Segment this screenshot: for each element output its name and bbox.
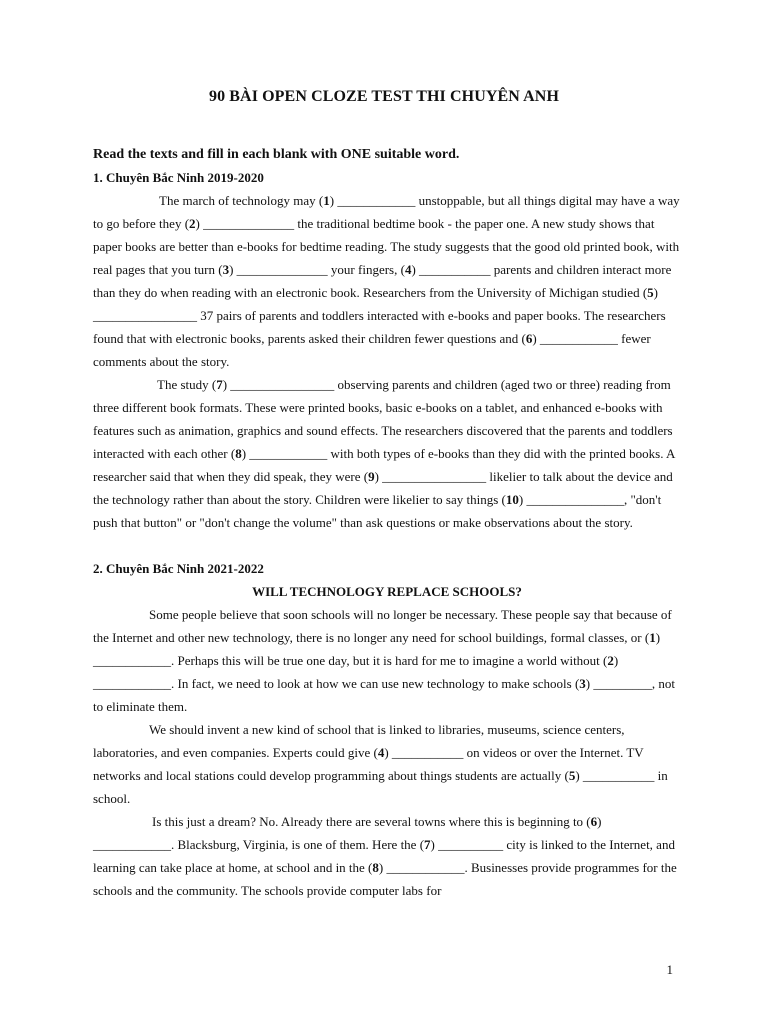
paragraph-text: ) ____________. In fact, we need to look at how we can use new technology to make schools ( [93, 653, 619, 691]
paragraph-text: ) ____________ fewer comments about the story. [93, 331, 651, 369]
blank-number: 4 [404, 262, 412, 277]
blank-number: 2 [607, 653, 614, 668]
paragraph-text: ) ____________ with both types of e-books than they did with the printed books. A researcher said that when they did speak, they were ( [93, 446, 675, 484]
paragraph-text: ) _________, not to eliminate them. [93, 676, 675, 714]
section-heading: 1. Chuyên Bắc Ninh 2019-2020 [93, 170, 264, 185]
sections-container [93, 166, 681, 902]
passage-paragraph [93, 189, 681, 373]
paragraph-text: ) ____________ unstoppable, but all things digital may have a way to go before they ( [93, 193, 680, 231]
paragraph-text: ) ____________. Perhaps this will be true one day, but it is hard for me to imagine a world without ( [93, 630, 661, 668]
blank-number: 5 [647, 285, 654, 300]
paragraph-text: ) ____________. Businesses provide programmes for the schools and the community. The schools provide computer labs for [93, 860, 677, 898]
paragraph-text: Is this just a dream? No. Already there are several towns where this is beginning to ( [152, 814, 591, 829]
paragraph-text: ) ___________ parents and children interact more than they do when reading with an electronic book. Researchers from the University of Michigan studied ( [93, 262, 672, 300]
blank-number: 1 [649, 630, 656, 645]
paragraph-text: ) ___________ in school. [93, 768, 668, 806]
blank-number: 9 [368, 469, 375, 484]
blank-number: 4 [377, 745, 385, 760]
blank-number: 3 [579, 676, 586, 691]
section-heading: 2. Chuyên Bắc Ninh 2021-2022 [93, 561, 264, 576]
passage-paragraph [93, 718, 681, 810]
blank-number: 10 [505, 492, 519, 507]
blank-number: 7 [424, 837, 431, 852]
paragraph-text: We should invent a new kind of school that is linked to libraries, museums, science centers, laboratories, and even companies. Experts could give ( [93, 722, 625, 760]
paragraph-text: ) __________ city is linked to the Internet, and learning can take place at home, at school and in the ( [93, 837, 675, 875]
blank-number: 8 [235, 446, 242, 461]
page-number: 1 [666, 962, 673, 977]
passage-title: WILL TECHNOLOGY REPLACE SCHOOLS? [252, 584, 522, 599]
paragraph-text: ) ________________ 37 pairs of parents and toddlers interacted with e-books and paper books. The researchers found that with electronic books, parents asked their children fewer questions and ( [93, 285, 666, 346]
page-title: 90 BÀI OPEN CLOZE TEST THI CHUYÊN ANH [208, 88, 559, 105]
paragraph-text: ) ______________ your fingers, ( [229, 262, 405, 277]
paragraph-text: ) ________________ likelier to talk about the device and the technology rather than about the story. Children were likelier to say things ( [93, 469, 673, 507]
paragraph-text: ) ___________ on videos or over the Internet. TV networks and local stations could develop programming about things students are actually ( [93, 745, 644, 783]
blank-number: 2 [189, 216, 196, 231]
paragraph-text: The march of technology may ( [159, 193, 324, 208]
blank-number: 6 [525, 331, 533, 346]
blank-number: 3 [222, 262, 230, 277]
blank-number: 7 [216, 377, 223, 392]
passage-paragraph [93, 603, 681, 718]
paragraph-text: ) ____________. Blacksburg, Virginia, is one of them. Here the ( [93, 814, 602, 852]
blank-number: 6 [590, 814, 598, 829]
passage-paragraph [93, 810, 681, 902]
paragraph-text: Some people believe that soon schools will no longer be necessary. These people say that because of the Internet and other new technology, there is no longer any need for school buildings, formal classes, or ( [93, 607, 672, 645]
passage-paragraph [93, 373, 681, 534]
paragraph-text: The study ( [157, 377, 217, 392]
blank-number: 5 [568, 768, 576, 783]
paragraph-text: ) ______________ the traditional bedtime book - the paper one. A new study shows that paper books are better than e-books for bedtime reading. The study suggests that the good old printed book, with real pages that you turn ( [93, 216, 680, 277]
document-body [93, 143, 681, 902]
paragraph-text: ) _______________, "don't push that button" or "don't change the volume" than ask questions or make observations about the story. [93, 492, 662, 530]
blank-number: 1 [323, 193, 330, 208]
blank-number: 8 [372, 860, 379, 875]
instruction-text: Read the texts and fill in each blank with ONE suitable word. [93, 147, 460, 162]
paragraph-text: ) ________________ observing parents and children (aged two or three) reading from three different book formats. These were printed books, basic e-books on a tablet, and enhanced e-books with features such as animation, graphics and sound effects. The researchers discovered that the parents and toddlers interacted with each other ( [93, 377, 673, 461]
